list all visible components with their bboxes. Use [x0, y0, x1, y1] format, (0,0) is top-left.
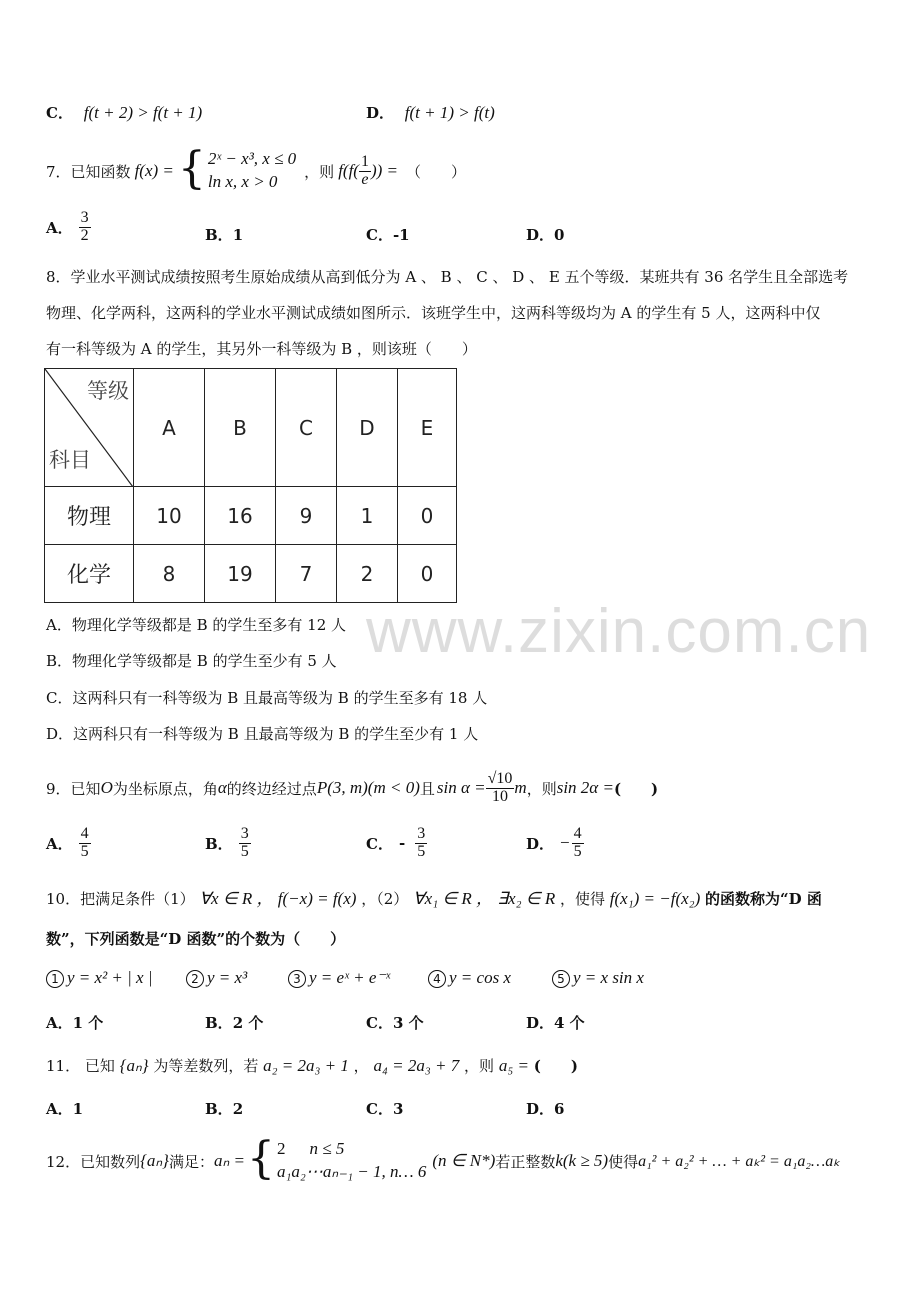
q7-stem [46, 143, 467, 196]
table-cell: 0 [398, 487, 457, 545]
option-text: 2 [232, 1100, 244, 1118]
answer-blank: ( ) [613, 779, 659, 798]
option-label: A． [46, 834, 73, 853]
q7-option-b[interactable] [205, 224, 243, 245]
stem-text: 已知 [70, 779, 101, 798]
m-symbol: m [514, 778, 527, 797]
q7-option-c[interactable] [366, 224, 410, 245]
q8-option-c[interactable]: C．这两科只有一科等级为 B 且最高等级为 B 的学生至多有 18 人 [46, 689, 488, 707]
q10-function-2 [186, 968, 247, 988]
answer-blank: （ ） [406, 162, 467, 181]
option-text: 1 个 [72, 1014, 104, 1032]
sine-double-expression: sin 2α = [556, 778, 614, 797]
stem-text: 且 [419, 779, 435, 798]
function-expression: y = x sin x [573, 968, 644, 987]
asked-term: a₅ = [498, 1056, 529, 1075]
question-number: 11． [46, 1057, 81, 1075]
q10-option-b[interactable] [205, 1012, 263, 1033]
watermark: www.zixin.com.cn [366, 597, 872, 666]
alpha-symbol: α [217, 778, 227, 797]
table-row [45, 487, 457, 545]
q11-option-c[interactable] [366, 1098, 403, 1119]
table-cell: 2 [337, 545, 398, 603]
table-cell: 19 [205, 545, 276, 603]
equation-2: a₄ = 2a₃ + 7 [373, 1056, 460, 1075]
option-label: B． [205, 834, 233, 853]
expression: )) = [370, 161, 399, 180]
stem-text: ，则 [304, 162, 335, 181]
stem-text: 已知函数 [70, 162, 131, 181]
option-label: B． [205, 1100, 233, 1118]
q11-option-a[interactable] [46, 1098, 83, 1119]
q6-option-d[interactable] [366, 102, 495, 123]
q10-stem-line-2: 数”，下列函数是“D 函数”的个数为（ ） [46, 930, 346, 948]
sequence-symbol: {aₙ} [119, 1056, 149, 1075]
q9-option-b[interactable] [205, 826, 251, 861]
case-1: 2ˣ − x³, x ≤ 0 [207, 149, 297, 169]
stem-text: 的终边经过点 [226, 779, 317, 798]
table-cell: 9 [276, 487, 337, 545]
option-text: 4 个 [554, 1014, 585, 1032]
condition-3: f(x₁) = −f(x₂) [609, 889, 701, 908]
table-cell: 1 [337, 487, 398, 545]
option-label: C． [366, 834, 393, 853]
q11-stem: 11． 已知 {aₙ} 为等差数列，若 a₂ = 2a₃ + 1 ， a₄ = 2a₃ + 7 ，则 a₅ = ( ) [46, 1056, 578, 1075]
q7-option-d[interactable] [526, 224, 564, 245]
left-brace: { [177, 143, 206, 194]
option-label: D． [526, 226, 555, 244]
k-expression: k(k ≥ 5) [555, 1151, 609, 1170]
grade-header-a: A [134, 369, 205, 487]
q8-stem-line-1: 8．学业水平测试成绩按照考生原始成绩从高到低分为 A 、 B 、 C 、 D 、 E 五个等级．某班共有 36 名学生且全部选考 [46, 268, 849, 286]
sum-of-squares-equation: a₁² + a₂² + … + aₖ² = a₁a₂…aₖ [638, 1153, 840, 1170]
function-name: f(x) = [134, 161, 174, 180]
q8-option-a[interactable]: A．物理化学等级都是 B 的学生至多有 12 人 [46, 616, 347, 634]
corner-label-subject: 科目 [49, 448, 91, 472]
fraction-1-over-e: $\frac{1}{e}$ [360, 152, 369, 188]
function-expression: y = cos x [449, 968, 511, 987]
equation-1: a₂ = 2a₃ + 1 [263, 1056, 349, 1075]
function-expression: y = eˣ + e⁻ˣ [309, 968, 391, 987]
circled-number: 1 [46, 970, 64, 988]
case-2: a₁a₂⋯aₙ₋₁ − 1, n… 6 [277, 1162, 427, 1181]
circled-number: 3 [288, 970, 306, 988]
q8-option-b[interactable]: B．物理化学等级都是 B 的学生至少有 5 人 [46, 652, 337, 670]
option-text: 3 个 [392, 1014, 424, 1032]
grade-table [44, 368, 457, 603]
q11-option-d[interactable] [526, 1098, 564, 1119]
q10-option-c[interactable] [366, 1012, 424, 1033]
condition-2: ∀x₁ ∈ R ， ∃x₂ ∈ R [413, 889, 556, 908]
option-label: D． [366, 104, 395, 122]
point-expression: P(3, m)(m < 0) [316, 778, 420, 797]
stem-text: 为坐标原点，角 [112, 779, 218, 798]
q8-stem-line-2: 物理、化学两科，这两科的学业水平测试成绩如图所示．该班学生中，这两科等级均为 A 的学生有 5 人，这两科中仅 [46, 304, 821, 322]
q11-option-b[interactable] [205, 1098, 243, 1119]
q9-option-a[interactable] [46, 826, 91, 861]
table-header-row [45, 369, 457, 487]
q9-stem [46, 762, 658, 814]
piecewise-cases [208, 148, 296, 194]
q12-stem: 12． 已知数列 {aₙ} 满足： aₙ = { 2 n ≤ 5 a₁a₂⋯aₙ₋₁ − 1, n… 6 (n ∈ N*) 若正整数 k(k ≥ 5) 使得 a₁² + a₂² + … + aₖ² = a₁a₂…aₖ [46, 1133, 840, 1184]
option-sign: - [398, 834, 406, 853]
grade-header-d: D [337, 369, 398, 487]
q9-option-d[interactable] [526, 826, 584, 861]
fraction: $\frac{3}{5}$ [240, 825, 249, 860]
option-label: C． [366, 1100, 393, 1118]
circled-number: 2 [186, 970, 204, 988]
left-brace: { [247, 1133, 275, 1184]
circled-number: 4 [428, 970, 446, 988]
table-row [45, 545, 457, 603]
option-label: B． [205, 226, 233, 244]
option-text: 6 [554, 1100, 565, 1118]
function-expression: y = x² + | x | [67, 968, 153, 987]
option-label: D． [526, 1014, 555, 1032]
q10-function-3 [288, 968, 390, 988]
general-term: aₙ = [214, 1151, 245, 1170]
function-expression: y = x³ [207, 968, 248, 987]
grade-header-b: B [205, 369, 276, 487]
domain-expression: (n ∈ N*) [432, 1151, 496, 1170]
expression: f(f( [338, 161, 359, 180]
question-number: 7． [46, 162, 71, 181]
table-cell: 7 [276, 545, 337, 603]
option-label: A． [46, 1100, 73, 1118]
table-cell: 16 [205, 487, 276, 545]
q6-option-c[interactable] [46, 102, 202, 123]
option-label: C． [46, 104, 73, 122]
option-text: 2 个 [232, 1014, 264, 1032]
table-cell: 10 [134, 487, 205, 545]
sine-expression: sin α = [436, 778, 486, 797]
q10-function-5 [552, 968, 644, 988]
q10-option-a[interactable] [46, 1012, 103, 1033]
table-cell: 0 [398, 545, 457, 603]
fraction: $\frac{4}{5}$ [80, 825, 89, 860]
q10-stem-line-1: 10．把满足条件（1） ∀x ∈ R ， f(−x) = f(x) ，（2） ∀x₁ ∈ R ， ∃x₂ ∈ R ，使得 f(x₁) = −f(x₂) 的函数称为“D 函 [46, 889, 822, 908]
q8-stem-line-3: 有一科等级为 A 的学生，其另外一科等级为 B ，则该班（ ） [46, 340, 477, 358]
fraction: $\frac{3}{2}$ [80, 209, 89, 244]
q9-option-c[interactable] [366, 826, 427, 861]
option-label: B． [205, 1014, 233, 1032]
option-label: D． [526, 834, 555, 853]
option-label: C． [366, 1014, 393, 1032]
fraction: $\frac{4}{5}$ [573, 825, 582, 860]
fraction-sqrt10-over-10: $\frac{√10}{10}$ [487, 769, 513, 805]
sequence-symbol: {aₙ} [140, 1151, 169, 1170]
option-sign: − [560, 833, 570, 853]
q8-option-d[interactable]: D．这两科只有一科等级为 B 且最高等级为 B 的学生至少有 1 人 [46, 725, 479, 743]
option-text: 1 [72, 1100, 84, 1118]
question-number: 12． [46, 1152, 81, 1171]
corner-cell [45, 369, 134, 487]
option-expression: f(t + 2) > f(t + 1) [83, 103, 203, 122]
question-number: 9． [46, 779, 71, 798]
option-text: 1 [232, 226, 244, 244]
option-text: 3 [392, 1100, 404, 1118]
table-cell: 8 [134, 545, 205, 603]
q10-option-d[interactable] [526, 1012, 585, 1033]
piecewise-cases: 2 n ≤ 5 a₁a₂⋯aₙ₋₁ − 1, n… 6 [277, 1138, 426, 1184]
origin-symbol: O [100, 778, 113, 797]
condition-1: ∀x ∈ R ， f(−x) = f(x) [199, 889, 357, 908]
case-2: ln x, x > 0 [207, 172, 278, 191]
option-label: A． [46, 218, 73, 237]
option-text: -1 [392, 226, 410, 244]
q10-function-4 [428, 968, 511, 988]
grade-header-c: C [276, 369, 337, 487]
stem-text: ，则 [526, 779, 557, 798]
option-text: 0 [554, 226, 565, 244]
circled-number: 5 [552, 970, 570, 988]
fraction: $\frac{3}{5}$ [417, 825, 426, 860]
corner-label-grade: 等级 [87, 379, 129, 403]
option-label: C． [366, 226, 393, 244]
row-subject: 化学 [45, 545, 134, 603]
q10-function-1 [46, 968, 153, 988]
q7-option-a[interactable] [46, 210, 91, 245]
grade-header-e: E [398, 369, 457, 487]
option-label: A． [46, 1014, 73, 1032]
option-expression: f(t + 1) > f(t) [404, 103, 495, 122]
row-subject: 物理 [45, 487, 134, 545]
option-label: D． [526, 1100, 555, 1118]
answer-blank: ( ) [533, 1057, 578, 1075]
